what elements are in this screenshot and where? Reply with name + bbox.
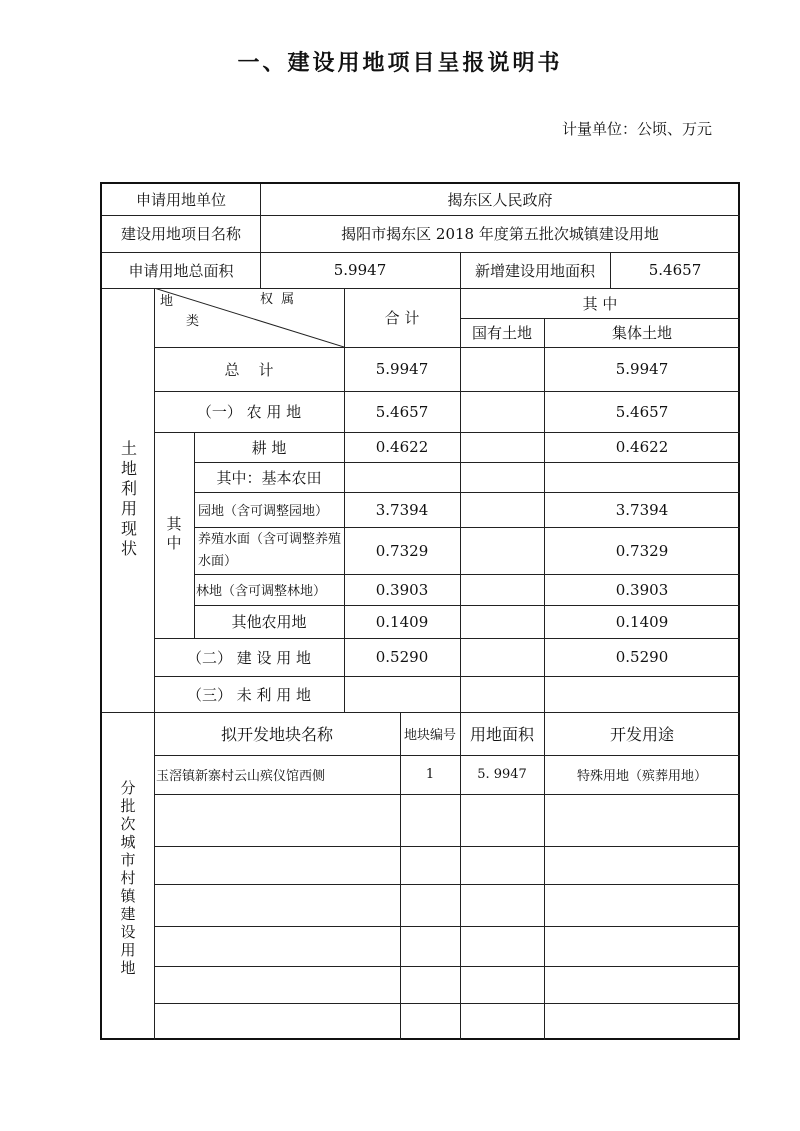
row-agri-collective: 5.4657 — [615, 402, 669, 421]
report-table — [100, 182, 740, 1040]
page-title: 一、建设用地项目呈报说明书 — [237, 51, 563, 76]
row-basic-farmland-state — [460, 462, 544, 492]
row-agri-sum: 5.4657 — [375, 402, 429, 421]
row-other-agri-state — [460, 605, 544, 638]
batch-row-area: 5. 9947 — [477, 767, 527, 782]
applicant-value: 揭东区人民政府 — [447, 191, 553, 209]
row-unused-state — [460, 676, 544, 712]
row-construction-state — [460, 638, 544, 676]
row-total-label: 总 计 — [224, 360, 274, 379]
row-unused-sum — [344, 676, 460, 712]
row-construction-sum: 0.5290 — [375, 648, 429, 666]
row-garden-collective: 3.7394 — [615, 500, 669, 519]
corner-diagonal — [154, 288, 344, 347]
total-area-value: 5.9947 — [333, 261, 387, 279]
row-total-sum: 5.9947 — [375, 360, 429, 378]
batch-col-area: 用地面积 — [469, 725, 534, 744]
row-other-agri-collective: 0.1409 — [615, 612, 669, 631]
row-forest-state — [460, 574, 544, 605]
row-construction-label: （二） 建 设 用 地 — [186, 648, 312, 667]
new-area-label: 新增建设用地面积 — [474, 261, 595, 280]
batch-row-name: 玉滘镇新寨村云山殡仪馆西侧 — [156, 769, 326, 784]
batch-section-label: 分批次城市村镇建设用地 — [118, 780, 137, 978]
row-basic-farmland-sum — [344, 462, 460, 492]
row-garden-state — [460, 492, 544, 527]
project-value: 揭阳市揭东区 2018 年度第五批次城镇建设用地 — [341, 225, 659, 243]
diag-type-label: 类 — [186, 314, 200, 329]
unit-label: 计量单位：公顷、万元 — [561, 120, 712, 138]
row-construction-collective: 0.5290 — [615, 648, 669, 666]
row-arable-sum: 0.4622 — [375, 438, 429, 456]
new-area-value: 5.4657 — [648, 261, 702, 279]
row-forest-collective: 0.3903 — [615, 580, 669, 599]
project-label: 建设用地项目名称 — [120, 225, 241, 243]
row-aquaculture-collective: 0.7329 — [615, 541, 669, 560]
row-agri-label: （一） 农 用 地 — [196, 403, 302, 421]
row-forest-sum: 0.3903 — [375, 580, 429, 599]
col-total-header: 合 计 — [384, 309, 420, 327]
batch-row-use: 特殊用地（殡葬用地） — [576, 769, 707, 784]
land-status-section-label: 土地利用现状 — [118, 440, 138, 560]
row-agri-state — [460, 391, 544, 432]
row-unused-label: （三） 未 利 用 地 — [186, 685, 312, 704]
batch-col-no: 地块编号 — [403, 728, 456, 743]
row-other-agri-label: 其他农用地 — [231, 613, 307, 631]
total-area-label: 申请用地总面积 — [128, 261, 234, 280]
batch-row-no: 1 — [425, 767, 435, 782]
row-garden-label: 园地（含可调整园地） — [198, 504, 329, 519]
row-total-collective: 5.9947 — [615, 360, 669, 378]
applicant-label: 申请用地单位 — [135, 191, 226, 209]
row-arable-state — [460, 432, 544, 462]
col-of-which-header: 其 中 — [582, 294, 618, 313]
row-basic-farmland-collective — [544, 462, 740, 492]
diag-land-label: 地 — [160, 294, 174, 309]
row-garden-sum: 3.7394 — [375, 500, 429, 519]
batch-col-name: 拟开发地块名称 — [220, 725, 333, 744]
row-aquaculture-state — [460, 527, 544, 574]
row-other-agri-sum: 0.1409 — [375, 612, 429, 631]
row-forest-label: 林地（含可调整林地） — [196, 584, 327, 599]
row-unused-collective — [544, 676, 740, 712]
of-which-label: 其中 — [164, 516, 183, 554]
col-state-header: 国有土地 — [471, 324, 532, 342]
diag-ownership-label: 权 属 — [260, 292, 297, 307]
row-arable-collective: 0.4622 — [615, 438, 669, 456]
row-aquaculture-label: 养殖水面（含可调整养殖水面） — [198, 531, 342, 569]
row-total-state — [460, 347, 544, 391]
row-arable-label: 耕 地 — [251, 438, 287, 457]
col-collective-header: 集体土地 — [611, 324, 672, 342]
batch-col-use: 开发用途 — [609, 725, 674, 744]
row-basic-farmland-label: 其中：基本农田 — [216, 468, 322, 487]
row-aquaculture-sum: 0.7329 — [375, 541, 429, 560]
